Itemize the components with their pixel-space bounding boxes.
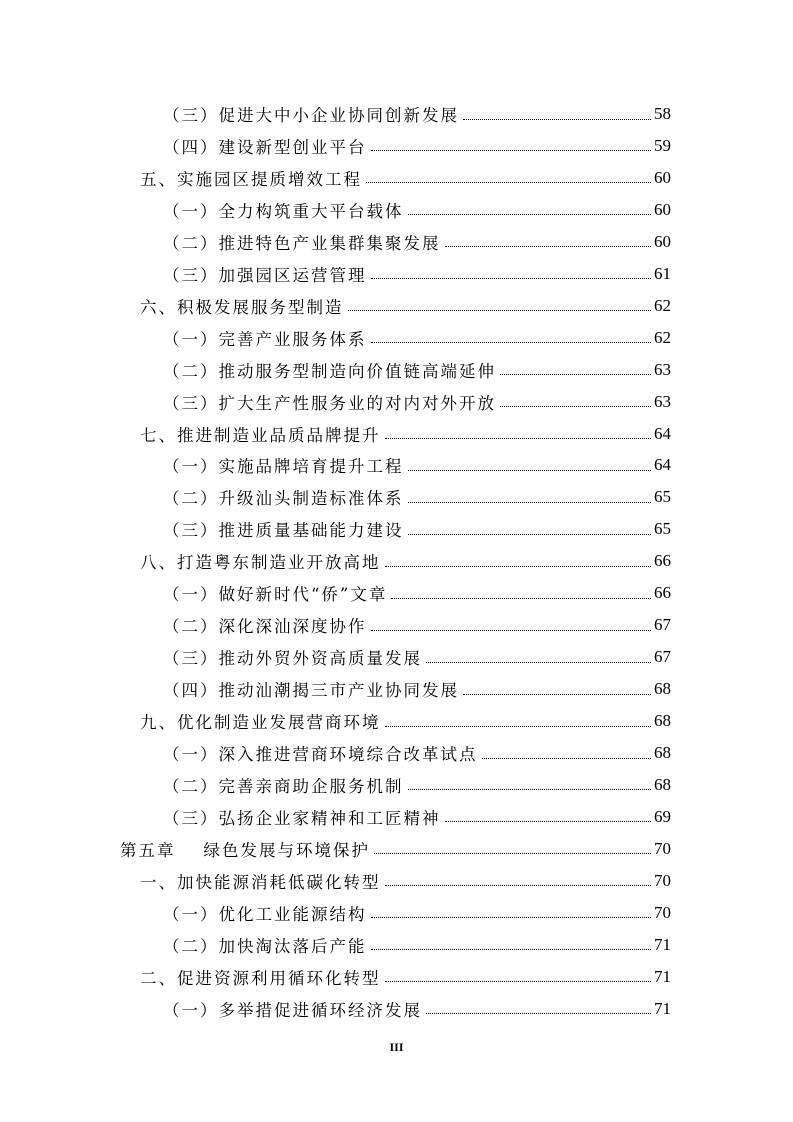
toc-entry <box>163 513 671 545</box>
dot-leader <box>500 374 651 375</box>
dot-leader <box>408 534 652 535</box>
toc-entry <box>163 194 671 226</box>
toc-entry <box>163 641 671 673</box>
dot-leader <box>408 470 652 471</box>
toc-entry-title: （四）建设新型创业平台 <box>163 137 367 157</box>
toc-chapter-title <box>120 837 370 861</box>
dot-leader <box>371 342 652 343</box>
toc-entry <box>163 130 671 162</box>
toc-entry <box>163 577 671 609</box>
dot-leader <box>385 981 652 982</box>
dot-leader <box>371 150 652 151</box>
chapter-name: 绿色发展与环境保护 <box>203 840 370 860</box>
toc-entry-title: （三）推进质量基础能力建设 <box>163 521 404 541</box>
toc-entry-page: 60 <box>654 167 671 187</box>
dot-leader <box>426 662 651 663</box>
toc-entry-title: （一）深入推进营商环境综合改革试点 <box>163 745 478 764</box>
toc-entry-title: （三）促进大中小企业协同创新发展 <box>163 106 459 125</box>
toc-entry-page: 59 <box>654 135 671 155</box>
toc-entry-title: （一）优化工业能源结构 <box>163 904 367 924</box>
toc-entry-page: 70 <box>654 902 671 922</box>
toc-entry-page: 64 <box>654 423 671 443</box>
dot-leader <box>408 502 652 503</box>
toc-entry <box>163 769 671 801</box>
dot-leader <box>426 1013 651 1014</box>
dot-leader <box>385 438 652 439</box>
toc-entry-page: 62 <box>654 327 671 347</box>
toc-chapter-entry <box>120 833 671 865</box>
toc-entry <box>140 290 671 322</box>
dot-leader <box>463 694 651 695</box>
toc-entry <box>140 961 671 993</box>
dot-leader <box>348 310 652 311</box>
dot-leader <box>371 917 652 918</box>
toc-entry <box>163 673 671 705</box>
toc-entry <box>163 354 671 386</box>
toc-entry-title: （二）推动服务型制造向价值链高端延伸 <box>163 361 496 381</box>
toc-entry <box>163 801 671 833</box>
toc-entry <box>163 258 671 290</box>
toc-entry-page: 71 <box>654 934 671 954</box>
dot-leader <box>371 949 652 950</box>
toc-entry <box>163 322 671 354</box>
toc-entry-page: 68 <box>654 774 671 794</box>
toc-entry <box>163 897 671 929</box>
toc-entry <box>163 226 671 258</box>
dot-leader <box>385 885 652 886</box>
dot-leader <box>445 821 652 822</box>
toc-entry-page: 65 <box>654 519 671 539</box>
toc-entry-title: （三）推动外贸外资高质量发展 <box>163 649 422 669</box>
toc-entry-title: 一、加快能源消耗低碳化转型 <box>140 872 381 892</box>
dot-leader <box>385 566 652 567</box>
toc-entry-page: 70 <box>654 838 671 858</box>
dot-leader <box>408 789 652 790</box>
page-number: III <box>389 1040 404 1054</box>
dot-leader <box>371 278 652 279</box>
toc-entry-page: 66 <box>654 551 671 571</box>
toc-entry-title: （三）加强园区运营管理 <box>163 265 367 285</box>
dot-leader <box>371 630 652 631</box>
toc-entry-page: 63 <box>654 391 671 411</box>
toc-entry-title: 六、积极发展服务型制造 <box>140 297 344 317</box>
toc-entry-page: 68 <box>654 743 671 762</box>
toc-entry <box>163 98 671 130</box>
dot-leader <box>391 598 651 599</box>
dot-leader <box>385 726 652 727</box>
toc-entry <box>163 386 671 418</box>
toc-entry-title: （四）推动汕潮揭三市产业协同发展 <box>163 681 459 701</box>
toc-entry-title: 五、实施园区提质增效工程 <box>140 169 362 189</box>
toc-entry-title: （一）全力构筑重大平台载体 <box>163 201 404 221</box>
toc-entry-page: 67 <box>654 647 671 667</box>
toc-entry-page: 71 <box>654 966 671 986</box>
toc-entry <box>163 609 671 641</box>
toc-entry-page: 68 <box>654 711 671 731</box>
toc-entry-page: 64 <box>654 455 671 475</box>
toc-entry-page: 58 <box>654 104 671 123</box>
toc-entry <box>163 993 671 1025</box>
dot-leader <box>374 853 651 854</box>
chapter-number: 第五章 <box>120 840 176 860</box>
toc-entry-title: （一）多举措促进循环经济发展 <box>163 1000 422 1020</box>
toc-entry-page: 69 <box>654 806 671 826</box>
toc-entry-page: 71 <box>654 998 671 1018</box>
dot-leader <box>366 182 651 183</box>
toc-entry-title: 九、优化制造业发展营商环境 <box>140 713 381 733</box>
dot-leader <box>482 758 652 759</box>
toc-entry-title: （三）弘扬企业家精神和工匠精神 <box>163 808 441 828</box>
toc-entry <box>140 865 671 897</box>
toc-entry-page: 70 <box>654 870 671 890</box>
toc-entry-title: （二）深化深汕深度协作 <box>163 617 367 637</box>
toc-entry-title: 二、促进资源利用循环化转型 <box>140 968 381 988</box>
toc-entry <box>140 545 671 577</box>
toc-entry-title: （二）完善亲商助企服务机制 <box>163 776 404 796</box>
toc-entry <box>140 705 671 737</box>
toc-entry-title: （三）扩大生产性服务业的对内对外开放 <box>163 393 496 413</box>
toc-entry <box>163 449 671 481</box>
toc-entry-title: （二）升级汕头制造标准体系 <box>163 489 404 509</box>
toc-entry <box>163 737 671 769</box>
toc-entry-page: 68 <box>654 679 671 699</box>
toc-entry-title: 八、打造粤东制造业开放高地 <box>140 553 381 573</box>
toc-entry-title: （一）实施品牌培育提升工程 <box>163 457 404 477</box>
toc-entry-page: 61 <box>654 263 671 283</box>
dot-leader <box>463 119 651 120</box>
toc-entry-page: 62 <box>654 295 671 315</box>
toc-entry <box>163 929 671 961</box>
toc-entry-title: （二）推进特色产业集群集聚发展 <box>163 233 441 253</box>
dot-leader <box>500 406 651 407</box>
dot-leader <box>408 214 652 215</box>
toc-entry-page: 63 <box>654 359 671 379</box>
toc-entry-page: 60 <box>654 199 671 219</box>
toc-entry <box>140 162 671 194</box>
toc-entry-title: （二）加快淘汰落后产能 <box>163 936 367 956</box>
toc-entry-page: 66 <box>654 583 671 603</box>
toc-entry <box>163 481 671 513</box>
toc-entry-title: （一）完善产业服务体系 <box>163 329 367 349</box>
toc-entry-page: 67 <box>654 615 671 635</box>
toc-entry-page: 60 <box>654 231 671 251</box>
toc-entry-title: 七、推进制造业品质品牌提升 <box>140 425 381 445</box>
toc-entry-title: （一）做好新时代“侨”文章 <box>163 585 388 605</box>
dot-leader <box>445 246 652 247</box>
toc-entry <box>140 418 671 450</box>
toc-entry-page: 65 <box>654 487 671 507</box>
